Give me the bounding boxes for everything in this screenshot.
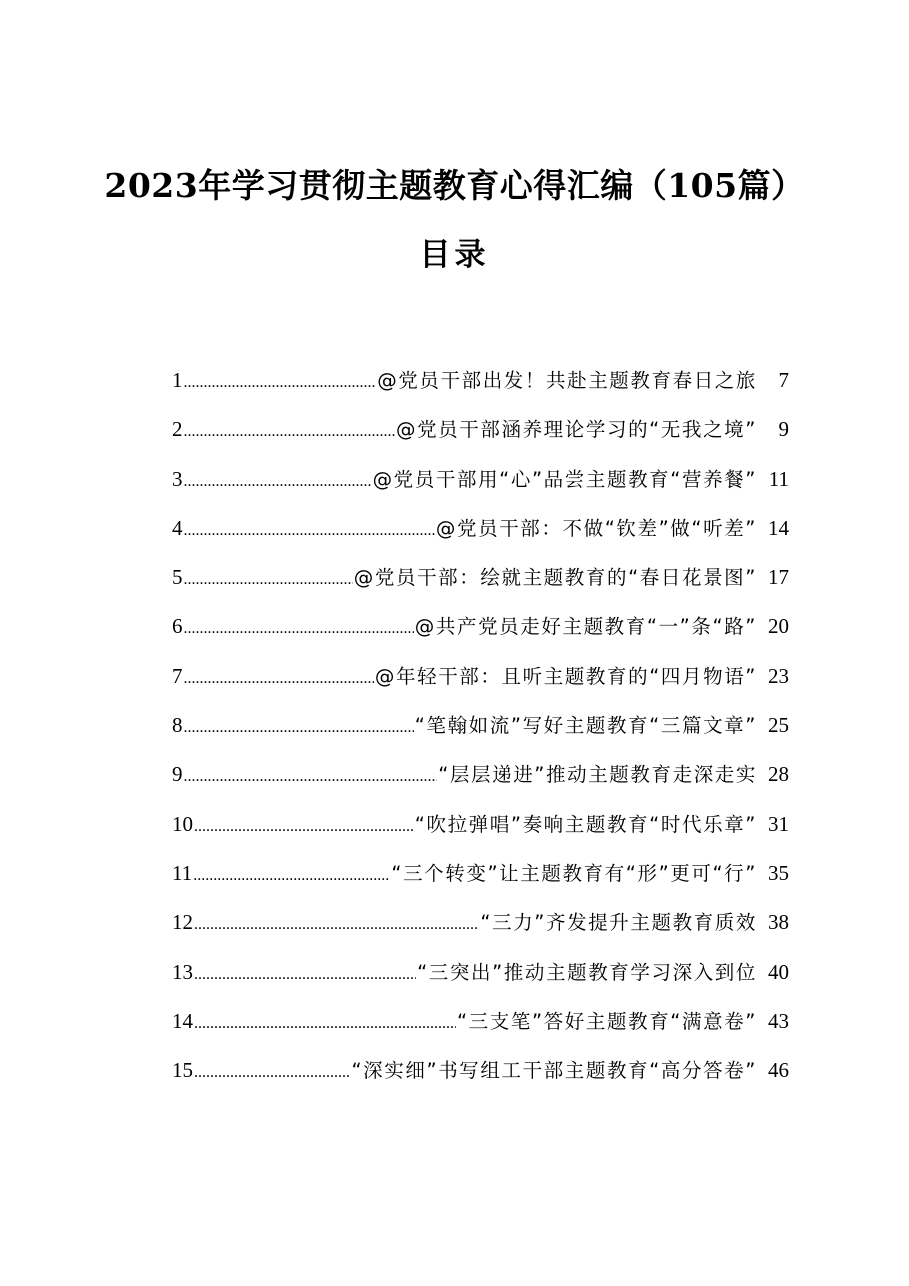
toc-dot-leader	[184, 659, 374, 699]
toc-entry-title: “层层递进”推动主题教育走深走实	[438, 763, 757, 787]
toc-entry[interactable]	[172, 459, 789, 508]
toc-entry[interactable]	[172, 902, 789, 951]
toc-entry-title: @党员干部：不做“钦差”做“听差”	[435, 516, 757, 540]
toc-entry-title: @年轻干部：且听主题教育的“四月物语”	[374, 664, 757, 688]
toc-entry-page: 20	[768, 614, 789, 639]
toc-entry-page: 9	[778, 417, 789, 442]
toc-entry-title: “三支笔”答好主题教育“满意卷”	[456, 1009, 757, 1033]
toc-entry-page: 43	[768, 1008, 789, 1033]
toc-entry[interactable]	[172, 409, 789, 458]
toc-dot-leader	[184, 511, 435, 551]
toc-entry-title: “三突出”推动主题教育学习深入到位	[417, 960, 757, 984]
toc-entry[interactable]	[172, 606, 789, 655]
toc-dot-leader	[194, 1053, 350, 1093]
toc-entry-page: 14	[768, 515, 789, 540]
toc-entry-number: 10	[172, 811, 193, 836]
toc-dot-leader	[184, 462, 372, 502]
document-title: 2023年学习贯彻主题教育心得汇编（105篇）	[104, 166, 805, 205]
toc-dot-leader	[184, 609, 414, 649]
toc-entry-title: @党员干部涵养理论学习的“无我之境”	[395, 418, 757, 442]
toc-entry[interactable]	[172, 754, 789, 803]
toc-entry-page: 11	[768, 466, 789, 491]
toc-entry-number: 15	[172, 1058, 193, 1083]
toc-dot-leader	[184, 708, 414, 748]
toc-entry-page: 46	[768, 1058, 789, 1083]
toc-entry-page: 40	[768, 959, 789, 984]
toc-dot-leader	[194, 807, 414, 847]
toc-dot-leader	[184, 757, 438, 797]
toc-entry-title: “笔翰如流”写好主题教育“三篇文章”	[414, 714, 757, 738]
toc-entry-number: 9	[172, 762, 183, 787]
toc-dot-leader	[184, 560, 353, 600]
toc-dot-leader	[184, 363, 377, 403]
toc-entry[interactable]	[172, 853, 789, 902]
toc-entry[interactable]	[172, 804, 789, 853]
toc-entry[interactable]	[172, 705, 789, 754]
toc-entry-page: 7	[778, 368, 789, 392]
toc-entry-page: 17	[768, 565, 789, 590]
toc-entry[interactable]	[172, 952, 789, 1001]
toc-entry-number: 5	[172, 565, 183, 590]
toc-entry-page: 35	[768, 860, 789, 885]
toc-entry-number: 3	[172, 466, 183, 491]
toc-dot-leader	[184, 412, 395, 452]
toc-entry[interactable]	[172, 1050, 789, 1099]
toc-entry-number: 14	[172, 1008, 193, 1033]
toc-entry[interactable]	[172, 508, 789, 557]
toc-dot-leader	[194, 955, 416, 995]
toc-entry-number: 2	[172, 417, 183, 442]
toc-entry-number: 6	[172, 614, 183, 639]
table-of-contents	[172, 360, 789, 1099]
toc-entry-number: 4	[172, 515, 183, 540]
toc-entry-title: “三个转变”让主题教育有“形”更可“行”	[391, 861, 757, 885]
toc-entry-title: @共产党员走好主题教育“一”条“路”	[414, 615, 757, 639]
toc-entry-title: “吹拉弹唱”奏响主题教育“时代乐章”	[414, 812, 757, 836]
toc-entry-title: @党员干部出发！共赴主题教育春日之旅	[377, 369, 757, 392]
toc-entry[interactable]	[172, 656, 789, 705]
toc-entry-number: 8	[172, 713, 183, 738]
toc-entry-title: @党员干部用“心”品尝主题教育“营养餐”	[372, 467, 757, 491]
toc-entry[interactable]	[172, 360, 789, 409]
toc-entry[interactable]	[172, 1001, 789, 1050]
toc-entry-page: 31	[768, 811, 789, 836]
toc-dot-leader	[194, 905, 479, 945]
toc-heading: 目录	[419, 237, 490, 273]
toc-dot-leader	[193, 856, 390, 896]
toc-entry-page: 25	[768, 713, 789, 738]
toc-entry-title: “三力”齐发提升主题教育质效	[480, 911, 757, 935]
toc-entry-number: 1	[172, 368, 183, 392]
toc-entry-page: 28	[768, 762, 789, 787]
toc-entry-page: 23	[768, 663, 789, 688]
toc-dot-leader	[194, 1004, 456, 1044]
toc-entry[interactable]	[172, 557, 789, 606]
toc-entry-number: 11	[172, 860, 193, 885]
toc-entry-title: “深实细”书写组工干部主题教育“高分答卷”	[351, 1059, 757, 1083]
toc-entry-number: 12	[172, 910, 193, 935]
toc-entry-page: 38	[768, 910, 789, 935]
toc-entry-number: 7	[172, 663, 183, 688]
toc-entry-title: @党员干部：绘就主题教育的“春日花景图”	[353, 566, 757, 590]
toc-entry-number: 13	[172, 959, 193, 984]
